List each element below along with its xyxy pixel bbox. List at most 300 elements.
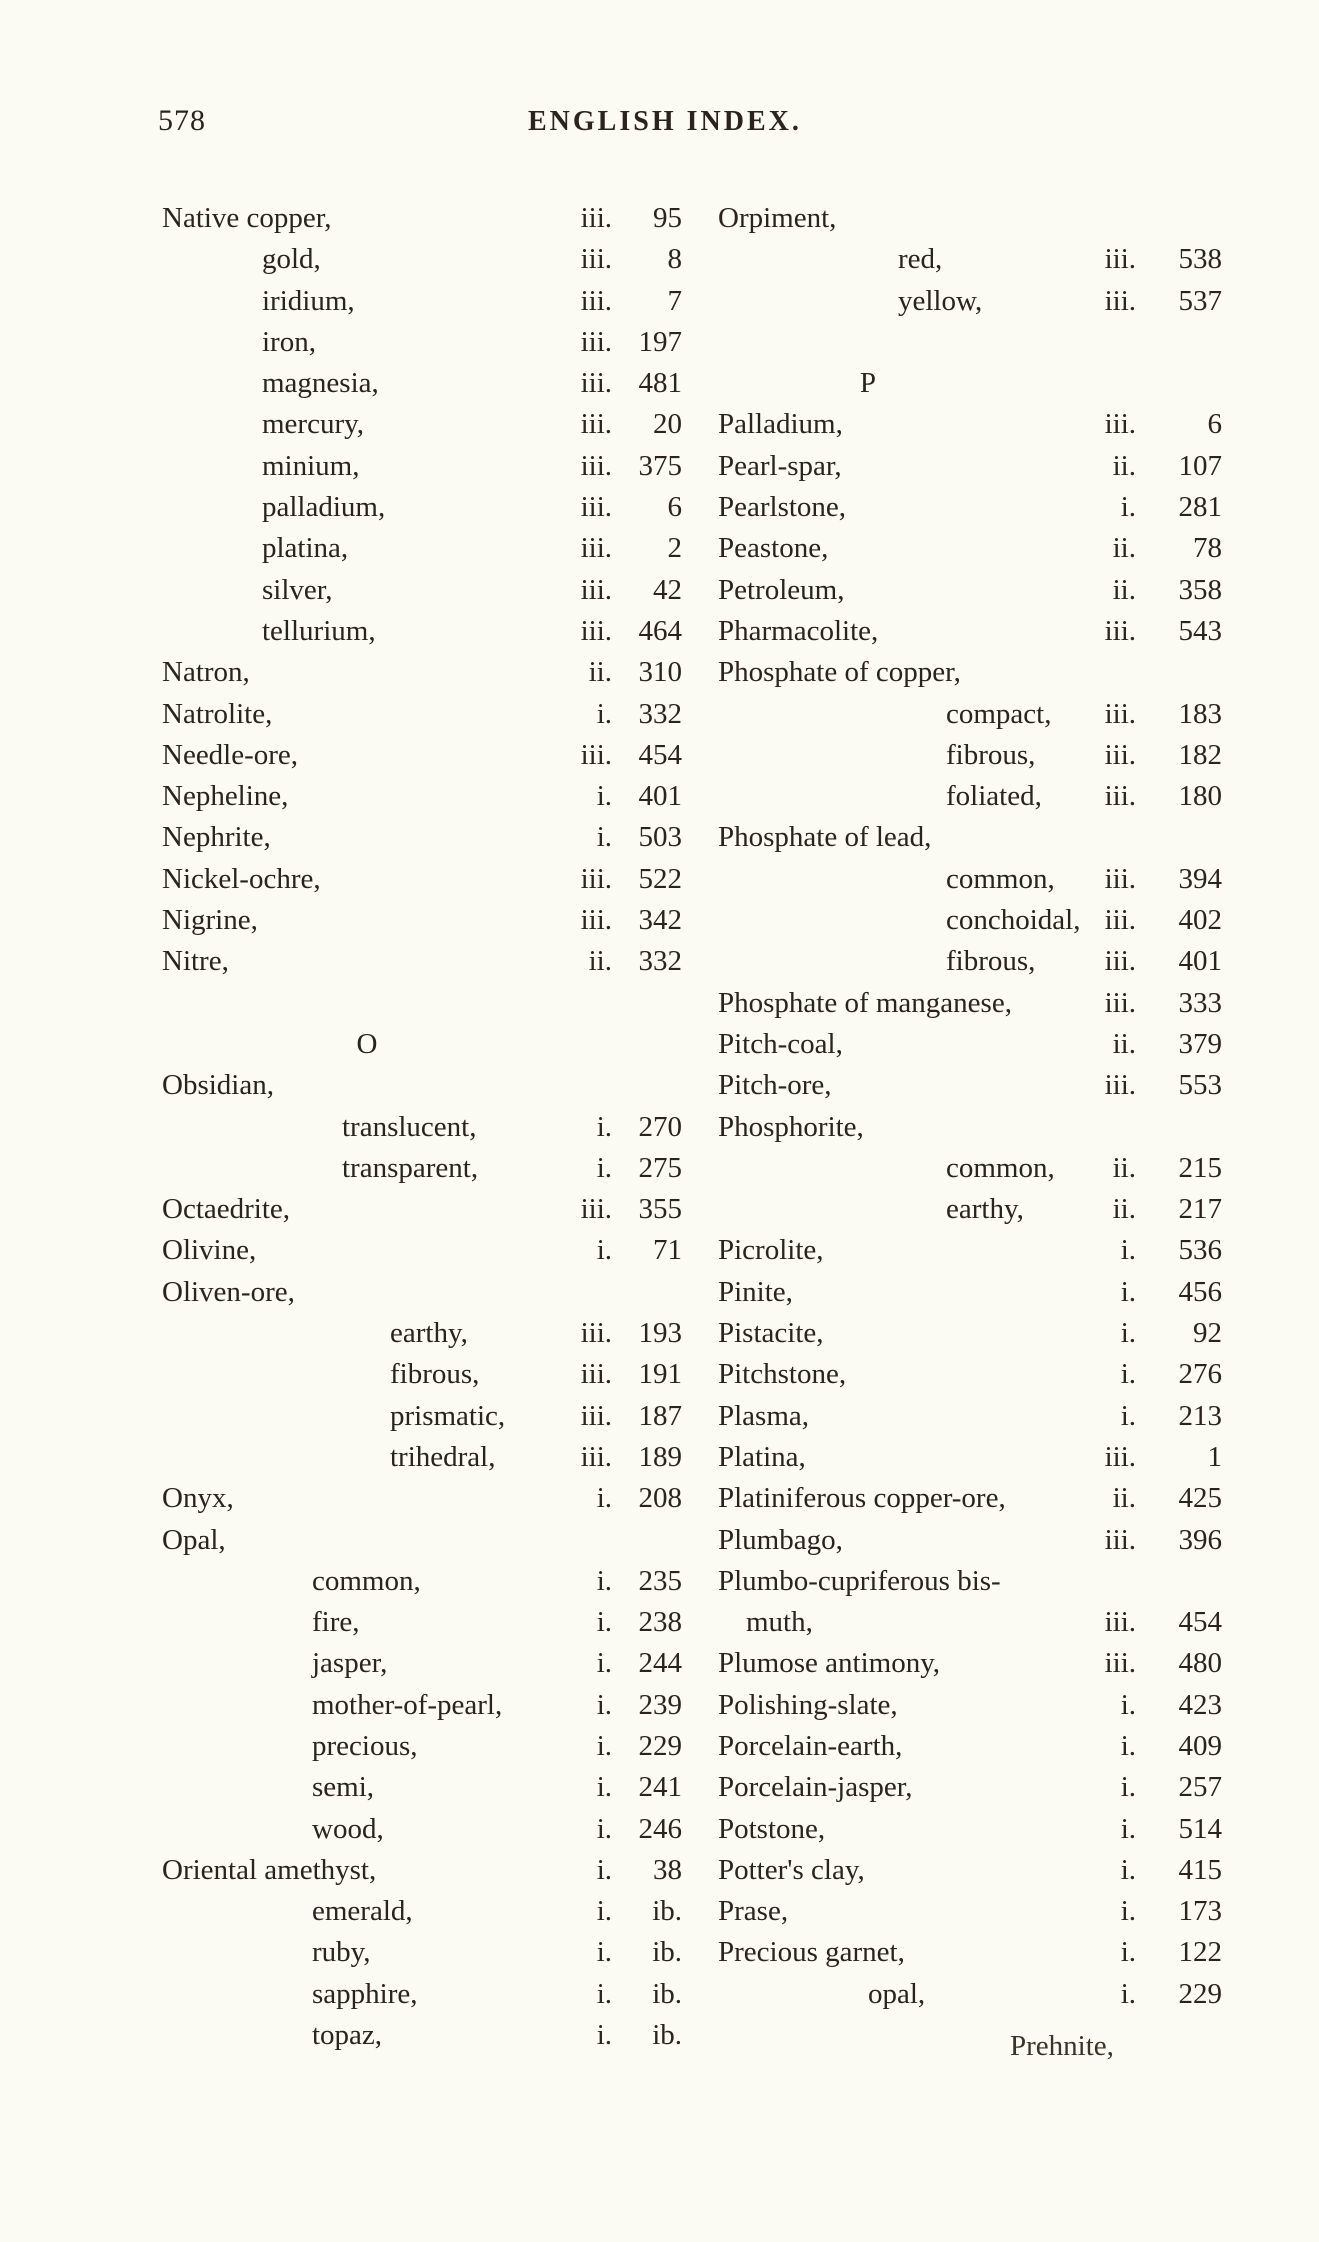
index-entry [718,1478,1238,1519]
index-term: silver, [262,573,333,606]
page-ref: 396 [1178,1523,1222,1556]
index-term: iridium, [262,284,355,317]
volume-ref: iii. [1104,986,1136,1019]
index-term: common, [946,862,1055,895]
page-ref: 537 [1178,284,1222,317]
page-ref: 92 [1193,1317,1222,1350]
index-term: Plasma, [718,1399,810,1432]
page-ref: 275 [638,1151,682,1184]
index-term: Petroleum, [718,573,845,606]
index-term: Natrolite, [162,697,273,730]
page-ref: 197 [638,325,682,358]
volume-ref: i. [1120,1895,1136,1928]
index-entry [162,281,700,322]
page-ref: 543 [1178,614,1222,647]
volume-ref: iii. [580,1399,612,1432]
index-entry [162,776,700,817]
index-entry [162,1107,700,1148]
index-term: mother-of-pearl, [312,1688,503,1721]
catchword: Prehnite, [1010,2030,1114,2062]
volume-ref: iii. [1104,738,1136,771]
index-entry [718,446,1238,487]
index-term: palladium, [262,491,386,524]
index-term: Olivine, [162,1234,257,1267]
volume-ref: iii. [1104,904,1136,937]
index-entry [162,1643,700,1684]
index-entry [718,1024,1238,1065]
volume-ref: i. [596,780,612,813]
page-ref: ib. [652,1895,682,1928]
index-term: Octaedrite, [162,1193,291,1226]
index-term: Prase, [718,1895,789,1928]
index-term: Picrolite, [718,1234,824,1267]
page-ref: ib. [652,2019,682,2052]
volume-ref: iii. [580,202,612,234]
index-entry [718,1107,1238,1148]
page-ref: 281 [1178,491,1222,524]
index-term: Pitch-ore, [718,1069,832,1102]
page-ref: 241 [638,1771,682,1804]
index-term: Obsidian, [162,1069,274,1102]
index-entry [718,900,1238,941]
volume-ref: iii. [1104,284,1136,317]
page-ref: 183 [1178,697,1222,730]
page-ref: 182 [1178,738,1222,771]
volume-ref: i. [1120,1936,1136,1969]
volume-ref: i. [596,697,612,730]
volume-ref: i. [596,2019,612,2052]
page-ref: 189 [638,1440,682,1473]
index-entry [718,322,1238,363]
index-term: minium, [262,449,360,482]
index-entry [718,776,1238,817]
index-term: Potter's clay, [718,1853,865,1886]
page-ref: 42 [653,573,682,606]
index-entry [162,1561,700,1602]
index-term: Orpiment, [718,202,837,234]
volume-ref: i. [596,1606,612,1639]
page-ref: 514 [1178,1812,1222,1845]
page-ref: 332 [638,945,682,978]
page-ref: 456 [1178,1275,1222,1308]
index-term: Nickel-ochre, [162,862,321,895]
volume-ref: i. [596,1771,612,1804]
index-entry [718,941,1238,982]
volume-ref: i. [1120,491,1136,524]
left-index-column [162,198,700,2056]
volume-ref: ii. [1112,573,1136,606]
volume-ref: ii. [1112,1193,1136,1226]
page-ref: 20 [653,408,682,441]
volume-ref: ii. [1112,1482,1136,1515]
page-ref: 402 [1178,904,1222,937]
index-term: fibrous, [390,1358,480,1391]
page-ref: 409 [1178,1729,1222,1762]
index-term: Phosphate of lead, [718,821,932,854]
index-entry [162,1891,700,1932]
index-term: Needle-ore, [162,738,299,771]
volume-ref: i. [1120,1729,1136,1762]
volume-ref: ii. [588,945,612,978]
index-entry [162,1767,700,1808]
index-entry [162,817,700,858]
index-entry [718,1396,1238,1437]
index-term: Oriental amethyst, [162,1853,377,1886]
index-term: Palladium, [718,408,843,441]
section-letter: O [356,1027,378,1060]
index-entry [718,817,1238,858]
page-ref: 310 [638,656,682,689]
page-ref: 95 [653,202,682,234]
volume-ref: i. [596,1936,612,1969]
index-term: Onyx, [162,1482,234,1515]
index-entry [162,1850,700,1891]
index-term: opal, [868,1977,926,2010]
index-term: fire, [312,1606,360,1639]
index-term: sapphire, [312,1977,418,2010]
index-entry [162,1189,700,1230]
volume-ref: iii. [580,614,612,647]
index-term: earthy, [946,1193,1024,1226]
page-ref: 208 [638,1482,682,1515]
volume-ref: iii. [580,1440,612,1473]
index-entry [162,363,700,404]
index-entry [162,1313,700,1354]
index-entry [162,1685,700,1726]
index-term: Plumbago, [718,1523,843,1556]
index-entry [162,1932,700,1973]
volume-ref: iii. [580,904,612,937]
index-entry [718,1230,1238,1271]
index-term: tellurium, [262,614,376,647]
index-term: Native copper, [162,202,332,234]
page-ref: 375 [638,449,682,482]
index-term: Nitre, [162,945,229,978]
index-entry [162,404,700,445]
index-entry [162,983,700,1024]
volume-ref: iii. [580,573,612,606]
index-entry [718,983,1238,1024]
volume-ref: iii. [580,862,612,895]
page-ref: 239 [638,1688,682,1721]
index-entry [162,1396,700,1437]
page-ref: 78 [1193,532,1222,565]
index-entry [162,694,700,735]
page-ref: 270 [638,1110,682,1143]
volume-ref: iii. [1104,945,1136,978]
index-term: Pearl-spar, [718,449,842,482]
volume-ref: iii. [580,738,612,771]
volume-ref: ii. [588,656,612,689]
volume-ref: iii. [580,1358,612,1391]
page-ref: 257 [1178,1771,1222,1804]
page-ref: ib. [652,1936,682,1969]
page-ref: 229 [638,1729,682,1762]
index-term: Pistacite, [718,1317,824,1350]
volume-ref: iii. [580,325,612,358]
page-ref: 454 [638,738,682,771]
index-entry [162,1437,700,1478]
index-term: earthy, [390,1317,468,1350]
volume-ref: iii. [1104,408,1136,441]
volume-ref: i. [1120,1399,1136,1432]
index-term: Pinite, [718,1275,793,1308]
index-term: Porcelain-jasper, [718,1771,913,1804]
index-entry [718,652,1238,693]
page-number: 578 [158,104,206,137]
index-term: Phosphate of copper, [718,656,961,689]
index-entry [162,1602,700,1643]
index-term: Nephrite, [162,821,271,854]
volume-ref: iii. [1104,1523,1136,1556]
volume-ref: iii. [1104,1440,1136,1473]
index-entry [162,1230,700,1271]
volume-ref: iii. [1104,614,1136,647]
page-ref: 536 [1178,1234,1222,1267]
index-entry [162,735,700,776]
index-entry [162,487,700,528]
index-entry [162,1148,700,1189]
index-entry [162,570,700,611]
index-term: jasper, [312,1647,388,1680]
index-term: prismatic, [390,1399,506,1432]
index-term: Phosphorite, [718,1110,864,1143]
index-entry [162,1354,700,1395]
index-term: Opal, [162,1523,226,1556]
index-entry [718,1189,1238,1230]
index-term: Plumose antimony, [718,1647,941,1680]
index-entry [718,1932,1238,1973]
page-ref: 503 [638,821,682,854]
volume-ref: i. [596,1482,612,1515]
page-ref: 379 [1178,1027,1222,1060]
index-term: foliated, [946,780,1042,813]
page-ref: 332 [638,697,682,730]
index-term: fibrous, [946,945,1036,978]
volume-ref: i. [596,1234,612,1267]
section-letter: P [859,367,877,400]
volume-ref: iii. [580,243,612,276]
page-ref: 122 [1178,1936,1222,1969]
index-entry [718,611,1238,652]
index-entry [718,239,1238,280]
page-ref: 217 [1178,1193,1222,1226]
page-ref: ib. [652,1977,682,2010]
page-ref: 333 [1178,986,1222,1019]
volume-ref: i. [596,1853,612,1886]
index-entry [162,1974,700,2015]
index-term: transparent, [342,1151,479,1184]
index-entry [162,611,700,652]
index-entry [718,570,1238,611]
page-ref: 191 [638,1358,682,1391]
volume-ref: i. [1120,1317,1136,1350]
index-entry [162,2015,700,2056]
index-entry [718,1148,1238,1189]
index-entry [718,1520,1238,1561]
page-ref: 7 [667,284,682,317]
page-ref: 6 [667,491,682,524]
index-entry [162,652,700,693]
volume-ref: iii. [1104,862,1136,895]
index-term: Oliven-ore, [162,1275,295,1308]
index-term: conchoidal, [946,904,1081,937]
page-ref: 394 [1178,862,1222,895]
index-entry [718,1065,1238,1106]
volume-ref: i. [596,1729,612,1762]
index-entry [162,322,700,363]
index-entry [718,1850,1238,1891]
volume-ref: ii. [1112,449,1136,482]
index-entry [718,1602,1238,1643]
volume-ref: iii. [580,532,612,565]
index-term: common, [946,1151,1055,1184]
page-ref: 6 [1207,408,1222,441]
volume-ref: i. [1120,1234,1136,1267]
page-ref: 358 [1178,573,1222,606]
index-entry [718,1354,1238,1395]
volume-ref: i. [596,1564,612,1597]
index-term: Pitch-coal, [718,1027,843,1060]
volume-ref: i. [596,1647,612,1680]
index-entry [718,1685,1238,1726]
page-ref: 38 [653,1853,682,1886]
volume-ref: ii. [1112,532,1136,565]
volume-ref: iii. [580,284,612,317]
volume-ref: iii. [1104,697,1136,730]
right-index-column [718,198,1238,2015]
page-ref: 238 [638,1606,682,1639]
page-ref: 355 [638,1193,682,1226]
index-entry [718,859,1238,900]
volume-ref: i. [596,821,612,854]
index-term: compact, [946,697,1052,730]
page-header [0,104,1319,144]
index-entry [162,446,700,487]
index-term: semi, [312,1771,375,1804]
page-ref: 481 [638,367,682,400]
page-ref: 342 [638,904,682,937]
index-term: red, [898,243,943,276]
index-term: Pearlstone, [718,491,847,524]
index-term: Natron, [162,656,250,689]
index-entry [718,281,1238,322]
page-ref: 423 [1178,1688,1222,1721]
volume-ref: iii. [1104,1069,1136,1102]
index-term: Platiniferous copper-ore, [718,1482,1006,1515]
index-term: common, [312,1564,421,1597]
volume-ref: i. [1120,1977,1136,2010]
index-entry [162,198,700,239]
index-entry [162,1272,700,1313]
page-ref: 213 [1178,1399,1222,1432]
page-ref: 415 [1178,1853,1222,1886]
volume-ref: i. [596,1895,612,1928]
index-entry [718,1767,1238,1808]
volume-ref: iii. [580,491,612,524]
index-term: emerald, [312,1895,413,1928]
volume-ref: iii. [580,408,612,441]
page-ref: 1 [1207,1440,1222,1473]
index-entry [718,1891,1238,1932]
page-ref: 107 [1178,449,1222,482]
page-ref: 187 [638,1399,682,1432]
volume-ref: i. [1120,1358,1136,1391]
volume-ref: i. [1120,1853,1136,1886]
page-ref: 180 [1178,780,1222,813]
index-term: Phosphate of manganese, [718,986,1012,1019]
volume-ref: i. [596,1110,612,1143]
index-entry [718,404,1238,445]
page-ref: 8 [667,243,682,276]
volume-ref: ii. [1112,1151,1136,1184]
index-term: magnesia, [262,367,379,400]
page-ref: 464 [638,614,682,647]
index-entry [718,528,1238,569]
page-ref: 229 [1178,1977,1222,2010]
index-entry [718,1974,1238,2015]
index-term: translucent, [342,1110,477,1143]
index-entry [718,1313,1238,1354]
index-term: ruby, [312,1936,371,1969]
volume-ref: iii. [1104,1647,1136,1680]
page-ref: 193 [638,1317,682,1350]
page-ref: 454 [1178,1606,1222,1639]
index-entry [162,1065,700,1106]
index-term: Precious garnet, [718,1936,905,1969]
index-entry [718,735,1238,776]
page-ref: 538 [1178,243,1222,276]
index-term: fibrous, [946,738,1036,771]
running-title: ENGLISH INDEX. [528,106,802,137]
index-entry [718,198,1238,239]
page-ref: 276 [1178,1358,1222,1391]
page-ref: 553 [1178,1069,1222,1102]
index-entry [162,1809,700,1850]
index-term: muth, [746,1606,813,1639]
index-term: precious, [312,1729,418,1762]
volume-ref: i. [1120,1688,1136,1721]
index-term: gold, [262,243,321,276]
index-entry [162,239,700,280]
index-term: trihedral, [390,1440,496,1473]
index-term: Nepheline, [162,780,289,813]
index-term: platina, [262,532,349,565]
index-term: Nigrine, [162,904,258,937]
index-entry [718,1561,1238,1602]
page-ref: 480 [1178,1647,1222,1680]
page-ref: 246 [638,1812,682,1845]
index-entry [162,1726,700,1767]
volume-ref: i. [596,1151,612,1184]
index-entry [718,1272,1238,1313]
volume-ref: i. [1120,1275,1136,1308]
index-entry [162,941,700,982]
page-ref: 401 [638,780,682,813]
page-ref: 522 [638,862,682,895]
index-term: yellow, [898,284,983,317]
page-ref: 401 [1178,945,1222,978]
index-term: Peastone, [718,532,829,565]
volume-ref: iii. [1104,780,1136,813]
page-ref: 244 [638,1647,682,1680]
index-entry [162,900,700,941]
index-term: topaz, [312,2019,383,2052]
page-ref: 2 [667,532,682,565]
index-entry [718,1643,1238,1684]
index-entry [162,1520,700,1561]
index-term: Platina, [718,1440,806,1473]
